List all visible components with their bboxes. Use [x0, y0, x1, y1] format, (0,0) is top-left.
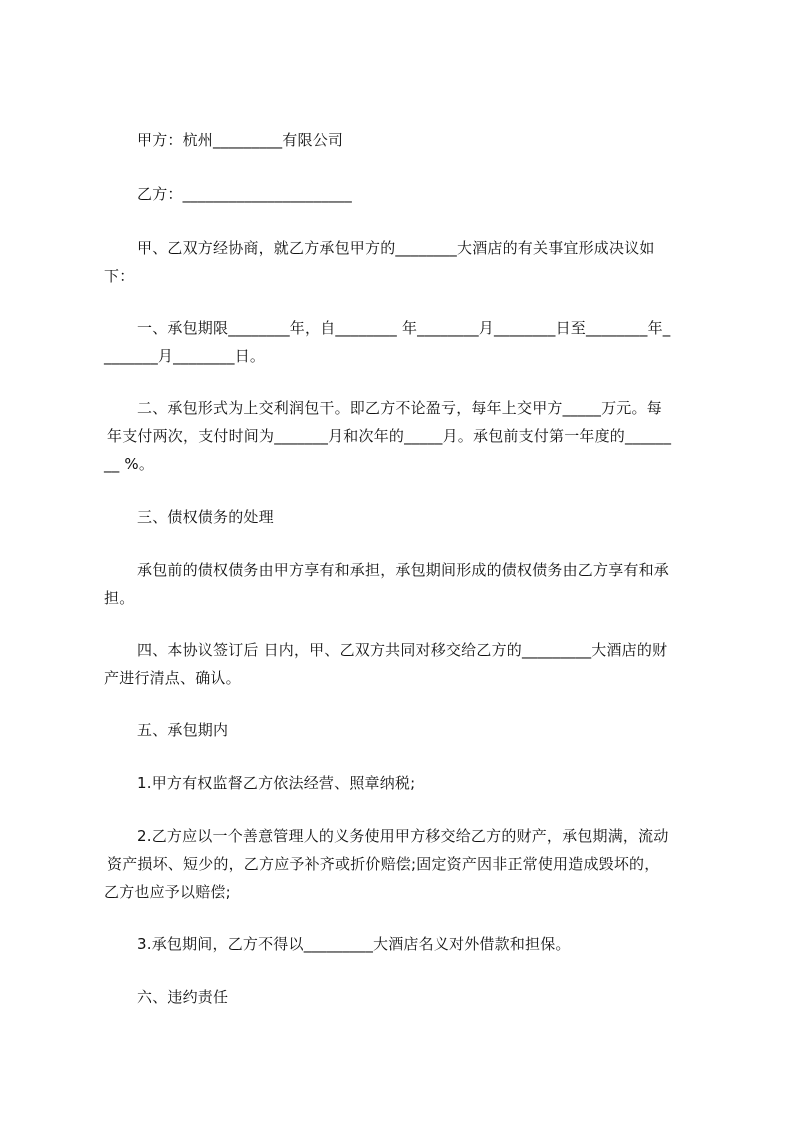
clause-5-title: 五、承包期内 [137, 721, 229, 739]
clause-5-item-1: 1.甲方有权监督乙方依法经营、照章纳税; [137, 774, 416, 792]
clause-2-line-2: 年支付两次，支付时间为_______月和次年的_____月。承包前支付第一年度的______ [107, 427, 672, 445]
clause-5-item-2-line-2: 资产损坏、短少的，乙方应予补齐或折价赔偿;固定资产因非正常使用造成毁坏的， [107, 855, 660, 873]
clause-2-line-3: __ %。 [104, 455, 155, 473]
clause-4-line-1: 四、本协议签订后 日内，甲、乙双方共同对移交给乙方的_________大酒店的财 [137, 641, 668, 659]
clause-4-line-2: 产进行清点、确认。 [104, 669, 241, 687]
clause-3-title: 三、债权债务的处理 [137, 508, 274, 526]
party-b-line: 乙方：______________________ [137, 185, 353, 203]
clause-6-title: 六、违约责任 [137, 988, 229, 1006]
clause-5-item-3: 3.承包期间，乙方不得以_________大酒店名义对外借款和担保。 [137, 935, 571, 953]
clause-2-line-1: 二、承包形式为上交利润包干。即乙方不论盈亏，每年上交甲方_____万元。每 [137, 399, 662, 417]
clause-3-body-line-1: 承包前的债权债务由甲方享有和承担，承包期间形成的债权债务由乙方享有和承 [137, 561, 670, 579]
intro-paragraph-line-2: 下： [104, 267, 135, 285]
clause-5-item-2-line-1: 2.乙方应以一个善意管理人的义务使用甲方移交给乙方的财产，承包期满，流动 [137, 827, 669, 845]
clause-3-body-line-2: 担。 [104, 589, 135, 607]
clause-1-line-1: 一、承包期限________年，自________ 年________月________日至________年_ [137, 319, 671, 337]
party-a-line: 甲方：杭州_________有限公司 [137, 131, 344, 149]
clause-5-item-2-line-3: 乙方也应予以赔偿; [104, 883, 231, 901]
clause-1-line-2: _______月________日。 [104, 347, 266, 365]
intro-paragraph-line-1: 甲、乙双方经协商，就乙方承包甲方的________大酒店的有关事宜形成决议如 [137, 239, 655, 257]
